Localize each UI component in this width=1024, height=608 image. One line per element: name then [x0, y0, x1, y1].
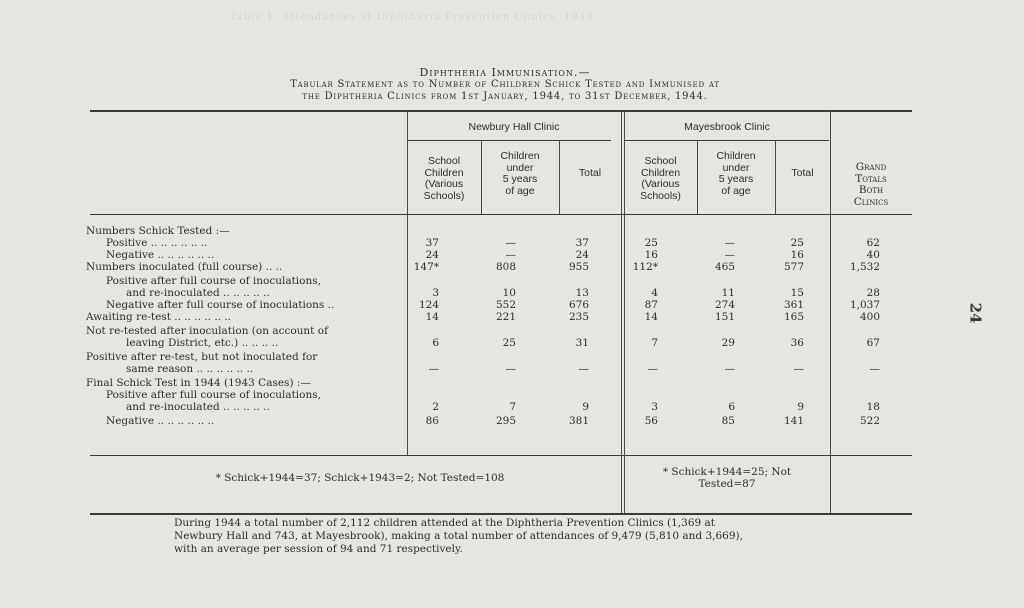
cell-value: 9: [797, 401, 804, 413]
cell-value: 2: [432, 401, 439, 413]
title-line-1: Diphtheria Immunisation.—: [419, 66, 591, 79]
header-newbury: Newbury Hall Clinic: [468, 121, 560, 133]
cell-value: 16: [790, 249, 804, 261]
page-number: 24: [966, 302, 985, 324]
hdr-line: 5 years: [718, 173, 754, 185]
hdr-line: under: [722, 161, 750, 174]
cell-value: 14: [425, 311, 439, 323]
row-label: Negative .. .. .. .. .. ..: [106, 249, 215, 261]
hdr-line: Children: [716, 150, 756, 162]
header-mayesbrook-total: Total: [791, 167, 814, 179]
cell-value: 3: [651, 401, 658, 413]
cell-value: 6: [432, 337, 439, 349]
cell-value: 36: [790, 337, 804, 349]
cell-value: 14: [644, 311, 658, 323]
cell-value: 221: [495, 311, 516, 323]
row-label: leaving District, etc.) .. .. .. ..: [126, 337, 279, 349]
footnote-top-rule: [90, 455, 912, 456]
row-label: Numbers Schick Tested :—: [86, 225, 230, 237]
grand-line-4: Clinics: [853, 195, 889, 208]
cell-value: 124: [418, 299, 439, 311]
cell-value: 147*: [413, 261, 439, 273]
cell-value: 37: [575, 237, 589, 249]
cell-value: 141: [783, 415, 804, 427]
footnote-mayesbrook-line-2: Tested=87: [698, 478, 756, 490]
grand-line-2: Totals: [855, 172, 887, 185]
table-top-rule: [90, 110, 912, 112]
cell-value: 86: [425, 415, 439, 427]
summary-line-2: Newbury Hall and 743, at Mayesbrook), making a total number of attendances of 9,479 (5,810 and 3,669),: [174, 530, 743, 542]
row-label: same reason .. .. .. .. .. ..: [126, 363, 254, 375]
cell-value: 400: [859, 311, 880, 323]
grand-line-3: Both: [858, 184, 884, 196]
header-mid-rule-mayesbrook: [624, 140, 829, 141]
cell-value: 11: [721, 287, 735, 299]
title-line-3: the Diphtheria Clinics from 1st January, 1944, to 31st December, 1944.: [302, 91, 708, 102]
cell-value: 15: [790, 287, 804, 299]
footnote-mayesbrook: [624, 466, 830, 490]
summary-line-3: with an average per session of 94 and 71 respectively.: [174, 543, 463, 555]
cell-value: 1,532: [849, 261, 880, 273]
hdr-line: Children: [500, 150, 540, 162]
cell-value: —: [793, 363, 804, 375]
cell-value: 3: [432, 287, 439, 299]
row-label: and re-inoculated .. .. .. .. ..: [126, 401, 270, 413]
hdr-line: of age: [505, 184, 535, 197]
cell-value: 274: [714, 299, 735, 311]
row-label: Positive after re-test, but not inoculated for: [86, 351, 318, 363]
cell-value: —: [428, 363, 439, 375]
cell-value: 16: [644, 249, 658, 261]
cell-value: 67: [866, 337, 880, 349]
header-newbury-school: [407, 156, 481, 202]
hdr-line: of age: [721, 184, 751, 197]
cell-value: 29: [721, 337, 735, 349]
cell-value: 235: [568, 311, 589, 323]
row-label: Awaiting re-test .. .. .. .. .. ..: [86, 311, 232, 323]
cell-value: 295: [495, 415, 516, 427]
cell-value: 465: [714, 261, 735, 273]
cell-value: 112*: [632, 261, 658, 273]
row-label: Negative .. .. .. .. .. ..: [106, 415, 215, 427]
cell-value: 808: [495, 261, 516, 273]
cell-value: 31: [575, 337, 589, 349]
cell-value: 151: [714, 311, 735, 323]
grand-line-1: Grand: [855, 161, 887, 173]
cell-value: 7: [509, 401, 516, 413]
immunisation-table: [86, 110, 912, 515]
row-label: Positive .. .. .. .. .. ..: [106, 237, 208, 249]
header-newbury-total: Total: [578, 167, 602, 179]
row-label: Numbers inoculated (full course) .. ..: [86, 261, 283, 273]
header-mayesbrook-school: [624, 156, 697, 202]
header-grand-totals: [830, 162, 912, 208]
cell-value: 552: [495, 299, 516, 311]
row-label: Positive after full course of inoculations,: [106, 275, 321, 287]
cell-value: 56: [644, 415, 658, 427]
cell-value: 361: [783, 299, 804, 311]
cell-value: 25: [502, 337, 516, 349]
cell-value: 381: [568, 415, 589, 427]
cell-value: 1,037: [849, 299, 880, 311]
cell-value: —: [647, 363, 658, 375]
cell-value: —: [724, 363, 735, 375]
hdr-line: School: [427, 155, 461, 167]
footnote-newbury: * Schick+1944=37; Schick+1943=2; Not Tested=108: [215, 472, 505, 484]
hdr-line: Children: [424, 166, 464, 179]
hdr-line: Schools): [423, 189, 465, 202]
cell-value: —: [505, 237, 516, 249]
cell-value: —: [505, 363, 516, 375]
cell-value: —: [505, 249, 516, 261]
cell-value: 165: [783, 311, 804, 323]
cell-value: 9: [582, 401, 589, 413]
hdr-line: Children: [640, 166, 681, 179]
header-mid-rule-newbury: [407, 140, 611, 141]
cell-value: 25: [644, 237, 658, 249]
cell-value: —: [724, 237, 735, 249]
cell-value: —: [869, 363, 880, 375]
cell-value: 7: [651, 337, 658, 349]
title-line-2: Tabular Statement as to Number of Children Schick Tested and Immunised at: [290, 79, 720, 90]
cell-value: —: [578, 363, 589, 375]
cell-value: 676: [568, 299, 589, 311]
cell-value: 85: [721, 415, 735, 427]
header-mayesbrook: Mayesbrook Clinic: [684, 121, 770, 133]
row-label: Final Schick Test in 1944 (1943 Cases) :—: [86, 377, 311, 389]
hdr-line: (Various: [424, 178, 464, 190]
title-block: [90, 67, 920, 103]
table-bottom-rule: [90, 513, 912, 515]
hdr-line: under: [506, 161, 534, 174]
cell-value: 24: [575, 249, 589, 261]
header-mayesbrook-under5: [697, 151, 775, 197]
cell-value: 62: [866, 237, 880, 249]
cell-value: 87: [644, 299, 658, 311]
cell-value: 4: [651, 287, 658, 299]
cell-value: 24: [425, 249, 439, 261]
row-label: Positive after full course of inoculations,: [106, 389, 321, 401]
header-newbury-under5: [481, 151, 559, 197]
hdr-line: (Various: [641, 178, 680, 190]
cell-value: 955: [568, 261, 589, 273]
cell-value: 28: [866, 287, 880, 299]
cell-value: 522: [859, 415, 880, 427]
hdr-line: School: [644, 155, 677, 167]
summary-paragraph: [174, 517, 874, 556]
cell-value: 13: [575, 287, 589, 299]
cell-value: 577: [783, 261, 804, 273]
summary-line-1: During 1944 a total number of 2,112 children attended at the Diphtheria Prevention Clinics (1,369 at: [174, 517, 715, 529]
footnote-mayesbrook-line-1: * Schick+1944=25; Not: [662, 466, 792, 478]
header-bottom-rule: [90, 214, 912, 215]
row-label: Not re-tested after inoculation (on account of: [86, 325, 328, 337]
cell-value: 6: [728, 401, 735, 413]
cell-value: 40: [866, 249, 880, 261]
bleed-through-text: Table 1. Attendances at Diphtheria Prevention Clinics, 1944: [230, 12, 594, 23]
hdr-line: Schools): [640, 189, 681, 202]
hdr-line: 5 years: [502, 173, 538, 185]
cell-value: 37: [425, 237, 439, 249]
cell-value: 18: [866, 401, 880, 413]
cell-value: 25: [790, 237, 804, 249]
cell-value: 10: [502, 287, 516, 299]
row-label: and re-inoculated .. .. .. .. ..: [126, 287, 270, 299]
cell-value: —: [724, 249, 735, 261]
row-label: Negative after full course of inoculations ..: [106, 299, 335, 311]
